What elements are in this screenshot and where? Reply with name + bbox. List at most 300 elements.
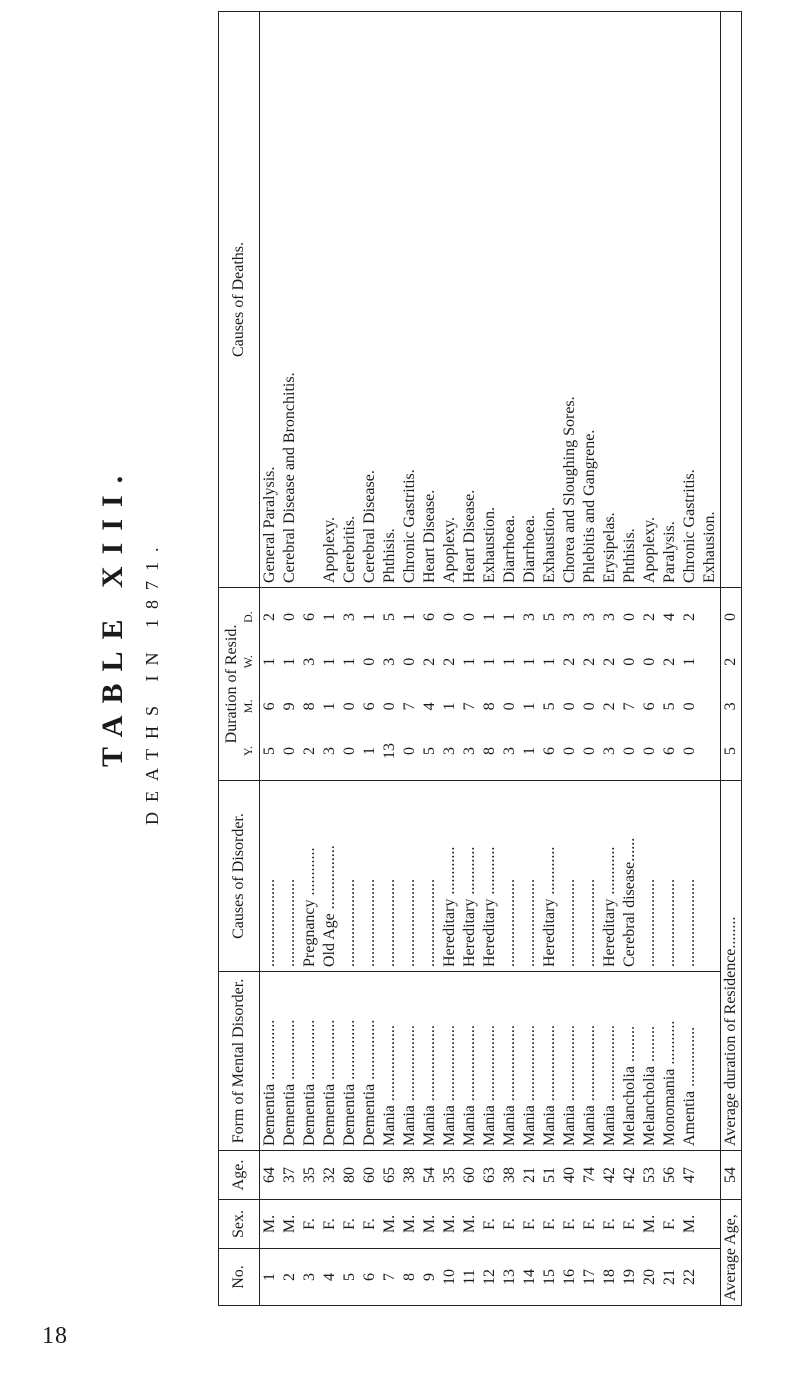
table-row <box>520 12 540 1306</box>
row-death-cause: Diarrhoea. <box>520 12 540 588</box>
table-row <box>340 12 360 1306</box>
row-cause <box>700 781 721 972</box>
table-row <box>680 12 700 1306</box>
row-duration-values <box>420 592 440 776</box>
row-duration-values <box>380 592 400 776</box>
row-dur-m: 0 <box>381 702 398 711</box>
row-dur-y: 8 <box>481 747 498 755</box>
row-dur-d: 2 <box>681 613 698 622</box>
row-cause: Pregnancy ............ <box>300 781 320 972</box>
row-duration <box>360 588 380 781</box>
row-cause: ...................... <box>340 781 360 972</box>
row-death-cause: General Paralysis. <box>260 12 281 588</box>
row-duration <box>700 588 721 781</box>
row-sex: F. <box>340 1200 360 1249</box>
row-cause: ...................... <box>260 781 281 972</box>
row-dur-w: 1 <box>521 657 538 666</box>
row-dur-d: 6 <box>421 613 438 622</box>
row-cause: Cerebral disease...... <box>620 781 640 972</box>
row-death-cause: Exhaustion. <box>540 12 560 588</box>
avg-dur-y: 5 <box>722 747 739 755</box>
row-dur-m: 4 <box>421 702 438 711</box>
row-age: 80 <box>340 1151 360 1200</box>
table-row <box>480 12 500 1306</box>
row-no: 11 <box>460 1249 480 1306</box>
row-duration <box>660 588 680 781</box>
row-death-cause: Cerebral Disease and Bronchitis. <box>280 12 300 588</box>
row-form: Dementia ............... <box>320 972 340 1151</box>
row-sex: M. <box>460 1200 480 1249</box>
row-death-cause: Apoplexy. <box>440 12 460 588</box>
row-form: Dementia ............... <box>260 972 281 1151</box>
row-form: Mania ................... <box>460 972 480 1151</box>
row-form: Mania ................... <box>580 972 600 1151</box>
table-row <box>660 12 680 1306</box>
row-duration-values <box>400 592 420 776</box>
row-sex: F. <box>560 1200 580 1249</box>
row-age: 65 <box>380 1151 400 1200</box>
row-no: 14 <box>520 1249 540 1306</box>
row-dur-m: 1 <box>521 702 538 711</box>
row-dur-d: 0 <box>461 613 478 622</box>
row-dur-m: 7 <box>401 702 418 711</box>
row-death-cause: Phthisis. <box>620 12 640 588</box>
row-sex: F. <box>520 1200 540 1249</box>
row-duration <box>460 588 480 781</box>
row-no: 12 <box>480 1249 500 1306</box>
row-duration-values <box>500 592 520 776</box>
table-row <box>640 12 660 1306</box>
row-dur-w: 1 <box>321 657 338 666</box>
row-dur-m: 9 <box>281 702 298 711</box>
row-dur-d: 3 <box>521 613 538 622</box>
row-dur-y: 2 <box>301 747 318 755</box>
row-dur-w: 0 <box>641 657 658 666</box>
row-dur-w: 1 <box>461 657 478 666</box>
row-form: Mania ................... <box>560 972 580 1151</box>
row-dur-d: 1 <box>321 613 338 622</box>
row-form: Mania ................... <box>600 972 620 1151</box>
row-dur-y: 0 <box>341 747 358 755</box>
row-duration <box>280 588 300 781</box>
row-dur-d: 0 <box>621 613 638 622</box>
row-duration <box>300 588 320 781</box>
row-dur-m: 8 <box>481 702 498 711</box>
row-no: 8 <box>400 1249 420 1306</box>
row-no: 9 <box>420 1249 440 1306</box>
row-death-cause: Cerebral Disease. <box>360 12 380 588</box>
row-dur-m: 1 <box>321 702 338 711</box>
table-row <box>560 12 580 1306</box>
row-duration-values <box>280 592 300 776</box>
row-dur-d: 1 <box>401 613 418 622</box>
row-age: 54 <box>420 1151 440 1200</box>
row-sex: F. <box>360 1200 380 1249</box>
row-form: Dementia ............... <box>360 972 380 1151</box>
row-death-cause: Phlebitis and Gangrene. <box>580 12 600 588</box>
row-duration-values <box>680 592 700 776</box>
row-dur-w: 1 <box>341 657 358 666</box>
row-form: Monomania ........... <box>660 972 680 1151</box>
row-dur-d: 3 <box>341 613 358 622</box>
page-title: TABLE XIII. <box>96 463 129 767</box>
row-duration <box>680 588 700 781</box>
row-age: 35 <box>300 1151 320 1200</box>
row-dur-m: 7 <box>461 702 478 711</box>
row-form <box>700 972 721 1151</box>
row-form: Mania ................... <box>440 972 460 1151</box>
row-dur-w: 1 <box>681 657 698 666</box>
row-dur-y: 0 <box>621 747 638 755</box>
row-dur-m: 5 <box>541 702 558 711</box>
row-dur-y: 0 <box>581 747 598 755</box>
table-footer-row <box>721 12 742 1306</box>
table-row <box>420 12 440 1306</box>
row-dur-w: 1 <box>541 657 558 666</box>
header-duration <box>219 588 260 781</box>
row-death-cause: Apoplexy. <box>640 12 660 588</box>
table-row <box>440 12 460 1306</box>
row-dur-y: 3 <box>321 747 338 755</box>
row-duration <box>540 588 560 781</box>
row-duration-values <box>460 592 480 776</box>
row-duration-values <box>440 592 460 776</box>
row-dur-d: 1 <box>361 613 378 622</box>
row-cause: ...................... <box>640 781 660 972</box>
row-form: Mania ................... <box>540 972 560 1151</box>
row-form: Dementia ............... <box>280 972 300 1151</box>
row-duration <box>400 588 420 781</box>
row-dur-w: 0 <box>361 657 378 666</box>
row-duration <box>320 588 340 781</box>
row-cause: Hereditary ............ <box>440 781 460 972</box>
row-age: 53 <box>640 1151 660 1200</box>
row-form: Mania ................... <box>520 972 540 1151</box>
row-dur-m: 8 <box>301 702 318 711</box>
header-form: Form of Mental Disorder. <box>219 972 260 1151</box>
row-cause: Hereditary ............ <box>600 781 620 972</box>
row-dur-w: 1 <box>501 657 518 666</box>
row-sex: M. <box>640 1200 660 1249</box>
row-duration <box>440 588 460 781</box>
row-dur-w: 2 <box>661 657 678 666</box>
row-cause: ...................... <box>280 781 300 972</box>
row-dur-d: 3 <box>601 613 618 622</box>
row-duration-values <box>340 592 360 776</box>
row-sex: M. <box>260 1200 281 1249</box>
row-duration <box>480 588 500 781</box>
row-no: 5 <box>340 1249 360 1306</box>
row-dur-y: 0 <box>561 747 578 755</box>
row-sex: M. <box>680 1200 700 1249</box>
row-death-cause: Cerebritis. <box>340 12 360 588</box>
row-no <box>700 1249 721 1306</box>
row-no: 16 <box>560 1249 580 1306</box>
row-duration <box>420 588 440 781</box>
duration-subheaders <box>241 592 256 776</box>
row-dur-m: 2 <box>601 702 618 711</box>
row-sex: F. <box>320 1200 340 1249</box>
deaths-table <box>218 11 742 1306</box>
row-duration-values <box>640 592 660 776</box>
row-dur-m: 0 <box>581 702 598 711</box>
row-age: 21 <box>520 1151 540 1200</box>
row-age: 37 <box>280 1151 300 1200</box>
row-dur-m: 0 <box>561 702 578 711</box>
table-row <box>400 12 420 1306</box>
row-form: Dementia ............... <box>340 972 360 1151</box>
row-cause: ...................... <box>680 781 700 972</box>
row-age: 35 <box>440 1151 460 1200</box>
row-cause: ...................... <box>380 781 400 972</box>
row-dur-y: 0 <box>401 747 418 755</box>
row-dur-d: 1 <box>481 613 498 622</box>
table-row <box>320 12 340 1306</box>
row-form: Mania ................... <box>480 972 500 1151</box>
table-row <box>580 12 600 1306</box>
row-dur-w: 0 <box>621 657 638 666</box>
row-age: 60 <box>460 1151 480 1200</box>
avg-dur-w: 2 <box>722 657 739 666</box>
row-dur-w: 3 <box>301 657 318 666</box>
row-dur-m: 7 <box>621 702 638 711</box>
row-form: Mania ................... <box>380 972 400 1151</box>
row-dur-d: 1 <box>501 613 518 622</box>
row-cause: Hereditary ............ <box>480 781 500 972</box>
row-dur-w: 3 <box>381 657 398 666</box>
row-dur-w: 2 <box>441 657 458 666</box>
row-no: 1 <box>260 1249 281 1306</box>
row-duration-values <box>660 592 680 776</box>
row-dur-y: 13 <box>381 743 398 759</box>
row-duration <box>600 588 620 781</box>
row-death-cause: Chronic Gastritis. <box>400 12 420 588</box>
header-dur-w: W. <box>240 655 255 669</box>
row-dur-y: 5 <box>421 747 438 755</box>
header-death: Causes of Deaths. <box>219 12 260 588</box>
row-no: 3 <box>300 1249 320 1306</box>
row-death-cause: Apoplexy. <box>320 12 340 588</box>
row-no: 19 <box>620 1249 640 1306</box>
page-subtitle: DEATHS IN 1871. <box>142 537 162 825</box>
row-dur-y: 0 <box>641 747 658 755</box>
avg-age-value: 54 <box>721 1151 742 1200</box>
row-sex: F. <box>540 1200 560 1249</box>
row-dur-y: 3 <box>441 747 458 755</box>
row-death-cause: Heart Disease. <box>420 12 440 588</box>
header-dur-m: M. <box>240 699 255 714</box>
row-sex: F. <box>580 1200 600 1249</box>
row-cause: ...................... <box>400 781 420 972</box>
row-duration-values <box>540 592 560 776</box>
row-dur-w: 1 <box>481 657 498 666</box>
row-dur-m: 5 <box>661 702 678 711</box>
row-death-cause: Chronic Gastritis. <box>680 12 700 588</box>
row-sex: M. <box>280 1200 300 1249</box>
row-death-cause: Exhausion. <box>700 12 721 588</box>
table-row <box>540 12 560 1306</box>
row-age: 38 <box>400 1151 420 1200</box>
avg-residence-label: Average duration of Residence........ <box>721 781 742 1151</box>
row-dur-y: 3 <box>601 747 618 755</box>
row-dur-w: 1 <box>261 657 278 666</box>
row-duration <box>260 588 281 781</box>
header-sex: Sex. <box>219 1200 260 1249</box>
row-dur-d: 3 <box>561 613 578 622</box>
row-death-cause: Diarrhoea. <box>500 12 520 588</box>
row-duration-values <box>480 592 500 776</box>
row-dur-y: 6 <box>541 747 558 755</box>
header-dur-d: D. <box>240 611 255 623</box>
row-cause: ...................... <box>660 781 680 972</box>
row-sex: F. <box>620 1200 640 1249</box>
table-body <box>260 12 721 1306</box>
row-duration-values <box>300 592 320 776</box>
header-duration-label: Duration of Resid. <box>222 624 240 744</box>
avg-age-label: Average Age, <box>721 1200 742 1306</box>
row-cause: ...................... <box>500 781 520 972</box>
row-duration <box>640 588 660 781</box>
table-row <box>300 12 320 1306</box>
row-age: 74 <box>580 1151 600 1200</box>
avg-death-empty <box>721 12 742 588</box>
row-no: 6 <box>360 1249 380 1306</box>
row-dur-d: 5 <box>381 613 398 622</box>
header-no: No. <box>219 1249 260 1306</box>
row-age: 42 <box>620 1151 640 1200</box>
row-dur-d: 2 <box>261 613 278 622</box>
row-no: 17 <box>580 1249 600 1306</box>
page-number: 18 <box>42 1323 68 1349</box>
row-death-cause: Erysipelas. <box>600 12 620 588</box>
row-dur-d: 5 <box>541 613 558 622</box>
row-duration-values <box>560 592 580 776</box>
row-dur-m: 0 <box>501 702 518 711</box>
row-dur-y: 3 <box>501 747 518 755</box>
row-dur-y: 5 <box>261 747 278 755</box>
row-form: Mania ................... <box>400 972 420 1151</box>
row-death-cause: Paralysis. <box>660 12 680 588</box>
row-dur-y: 1 <box>521 747 538 755</box>
row-duration-values <box>620 592 640 776</box>
row-death-cause: Exhaustion. <box>480 12 500 588</box>
table-row <box>600 12 620 1306</box>
table-row <box>460 12 480 1306</box>
avg-dur-d: 0 <box>722 613 739 622</box>
row-dur-d: 3 <box>581 613 598 622</box>
row-dur-w: 2 <box>421 657 438 666</box>
row-no: 20 <box>640 1249 660 1306</box>
header-age: Age. <box>219 1151 260 1200</box>
row-dur-y: 3 <box>461 747 478 755</box>
row-sex: F. <box>660 1200 680 1249</box>
row-dur-m: 1 <box>441 702 458 711</box>
row-dur-y: 1 <box>361 747 378 755</box>
row-dur-d: 6 <box>301 613 318 622</box>
row-no: 21 <box>660 1249 680 1306</box>
row-sex: F. <box>500 1200 520 1249</box>
row-duration-values <box>260 592 280 776</box>
avg-duration <box>721 588 742 781</box>
avg-dur-m: 3 <box>722 702 739 711</box>
table-header-row <box>219 12 260 1306</box>
row-duration-values <box>360 592 380 776</box>
table-row <box>700 12 721 1306</box>
row-duration <box>560 588 580 781</box>
row-dur-d: 0 <box>281 613 298 622</box>
table-row <box>500 12 520 1306</box>
row-dur-y: 0 <box>281 747 298 755</box>
row-duration <box>500 588 520 781</box>
row-age: 56 <box>660 1151 680 1200</box>
row-sex: M. <box>380 1200 400 1249</box>
row-death-cause <box>300 12 320 588</box>
row-form: Amentia ............... <box>680 972 700 1151</box>
row-dur-w: 0 <box>401 657 418 666</box>
row-age: 51 <box>540 1151 560 1200</box>
row-age <box>700 1151 721 1200</box>
row-age: 38 <box>500 1151 520 1200</box>
row-sex: M. <box>440 1200 460 1249</box>
row-form: Dementia ............... <box>300 972 320 1151</box>
row-cause: ...................... <box>580 781 600 972</box>
table-row <box>360 12 380 1306</box>
row-sex: M. <box>400 1200 420 1249</box>
row-cause: ...................... <box>420 781 440 972</box>
row-form: Mania ................... <box>500 972 520 1151</box>
row-dur-d: 0 <box>441 613 458 622</box>
row-age: 42 <box>600 1151 620 1200</box>
row-dur-d: 4 <box>661 613 678 622</box>
row-cause: ...................... <box>360 781 380 972</box>
row-dur-y: 6 <box>661 747 678 755</box>
row-cause: Hereditary ............ <box>460 781 480 972</box>
row-age: 40 <box>560 1151 580 1200</box>
row-no: 2 <box>280 1249 300 1306</box>
row-death-cause: Phthisis. <box>380 12 400 588</box>
avg-duration-values <box>721 592 741 776</box>
row-no: 13 <box>500 1249 520 1306</box>
row-death-cause: Heart Disease. <box>460 12 480 588</box>
row-sex <box>700 1200 721 1249</box>
header-cause: Causes of Disorder. <box>219 781 260 972</box>
row-dur-w: 1 <box>281 657 298 666</box>
row-dur-m: 6 <box>641 702 658 711</box>
row-duration <box>340 588 360 781</box>
row-form: Melancholia ......... <box>640 972 660 1151</box>
row-age: 32 <box>320 1151 340 1200</box>
row-dur-w: 2 <box>581 657 598 666</box>
row-death-cause: Chorea and Sloughing Sores. <box>560 12 580 588</box>
row-dur-m: 6 <box>361 702 378 711</box>
row-cause: Old Age ................ <box>320 781 340 972</box>
row-cause: ...................... <box>560 781 580 972</box>
row-dur-m: 6 <box>261 702 278 711</box>
row-sex: F. <box>300 1200 320 1249</box>
row-sex: F. <box>480 1200 500 1249</box>
table-row <box>280 12 300 1306</box>
table-row <box>620 12 640 1306</box>
row-duration <box>620 588 640 781</box>
row-no: 18 <box>600 1249 620 1306</box>
row-duration <box>580 588 600 781</box>
row-no: 7 <box>380 1249 400 1306</box>
row-dur-w: 2 <box>601 657 618 666</box>
row-age: 60 <box>360 1151 380 1200</box>
row-age: 64 <box>260 1151 281 1200</box>
row-no: 15 <box>540 1249 560 1306</box>
row-age: 63 <box>480 1151 500 1200</box>
